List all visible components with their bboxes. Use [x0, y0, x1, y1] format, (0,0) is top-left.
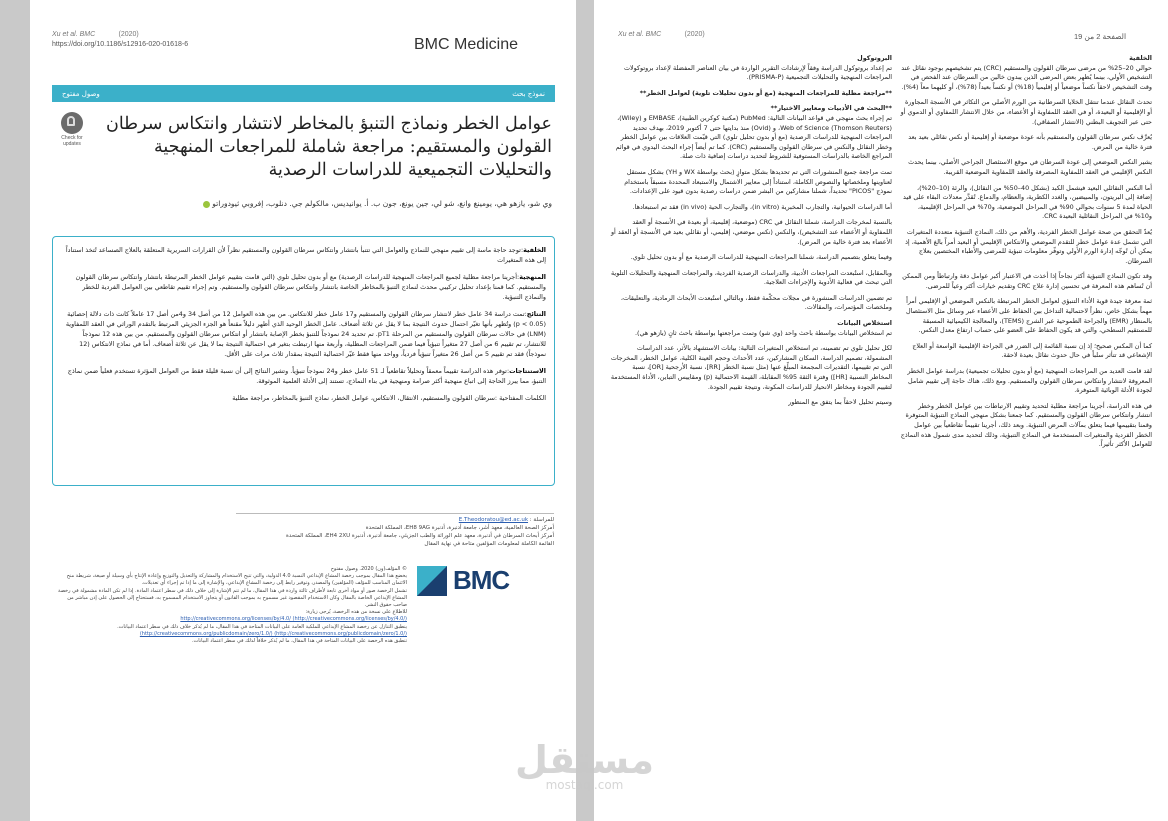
- author-list: وي شو، يازهو هي، يومينغ وانغ، شو لي، جين يونغ، جون ب. أ. يوانيديس، مالكولم جي. دنلوب، إفروبي ثيودوراتو: [52, 199, 552, 208]
- paragraph: تحدث النقائل عندما تنتقل الخلايا السرطانية من الورم الأصلي من التكاثر في الأنسجة المجاورة أو الإقليمية أو البعيدة، أو في العقد اللمفاوية أو الأعضاء، من خلال الانتشار اللمفاوي أو الدموي أو حتى عبر التجويف البطني (الانتشار الصفاقي).: [900, 98, 1152, 126]
- document-page-2: [594, 0, 1168, 821]
- section-heading: البروتوكول: [857, 54, 892, 62]
- check-for-updates-badge[interactable]: Check for updates: [56, 112, 88, 156]
- bookmark-icon: [61, 112, 83, 134]
- page-number: الصفحة 2 من 19: [1074, 32, 1127, 41]
- orcid-icon[interactable]: [203, 201, 210, 208]
- article-type-label: نموذج بحث: [512, 89, 545, 98]
- paragraph: يُعرَّف نكس سرطان القولون والمستقيم بأنه عودة موضعية أو إقليمية أو نكس نقائلي بعيد بعد فترة خالية من المرض.: [908, 133, 1152, 151]
- article-title: عوامل الخطر ونماذج التنبؤ بالمخاطر لانتشار وانتكاس سرطان القولون والمستقيم: مراجعة شاملة للمراجعات المنهجية والتحليلات التجميعية للدراسات الرصدية: [106, 114, 552, 180]
- doi-link[interactable]: https://doi.org/10.1186/s12916-020-01618-6: [52, 41, 189, 48]
- abstract-keywords: الكلمات المفتاحية :سرطان القولون والمستقيم، الانتقال، الانتكاس، عوامل الخطر، نماذج التنبؤ بالمخاطر، مراجعة مظلية: [232, 394, 546, 402]
- paragraph: تم إجراء بحث منهجي في قواعد البيانات التالية: PubMed (مكتبة كوكرين الطبية)، EMBASE و (Wiley)، Web of Science (Thomson Reuters)، و (Ovid) منذ بدايتها حتى 7 أكتوبر 2019، بهدف تحديد المراجعات المنهجية للدراسات الرصدية (مع أو بدون تحليل تلوي) التي قيّمت العلاقات بين عوامل الخطر وخطر النقائل والنكس في سرطان القولون والمستقيم (CRC). كما تم أيضاً إجراء البحث اليدوي في قوائم المراجع الخاصة بالدراسات المستوفية للشروط لتحديد دراسات إضافية ذات صلة.: [615, 113, 892, 161]
- column-left: [610, 48, 892, 414]
- license-link-cc-by[interactable]: http://creativecommons.org/licenses/by/4.0/ (http://creativecommons.org/licenses/by/4.0/): [180, 616, 407, 623]
- article-banner: [52, 85, 555, 102]
- paragraph: يُعدّ التحقق من صحة عوامل الخطر الفردية، والأهم من ذلك، النماذج التنبؤية متعددة المتغيرات التي تشمل عدة عوامل خطر للتقدم الموضعي والانتكاس الإقليمي أو البعيد أمراً بالغ الأهمية، إذ يمكن أن تُوجّه إدارة الورم الأولي وتوفّر معلومات تنبؤية للمرضى والأطباء المختصين بعلاج السرطان.: [905, 227, 1152, 265]
- paragraph: تم تضمين الدراسات المنشورة في مجلات محكّمة فقط، وبالتالي استُبعدت الأبحاث الرمادية، والتعليقات، وملخصات المؤتمرات، والمقالات.: [620, 293, 892, 312]
- abstract-methods: المنهجية:أجرينا مراجعة مظلية لجميع المراجعات المنهجية للدراسات الرصدية) مع أو بدون تحليل تلوي (التي قامت بتقييم عوامل الخطر المرتبطة بانتشار وانتكاس سرطان القولون والمستقيم. كما قمنا بإعداد تحليل تركيبي محدث لنماذج التنبؤ بالمخاطر الخاصة بانتشار وانتكاس سرطان القولون والمستقيم. وتم إجراء تقييم تقاطعي بين العوامل الفردية للخطر والنماذج التنبؤية.: [75, 273, 546, 301]
- paragraph: بالنسبة لمخرجات الدراسة، شملنا النقائل في CRC (موضعية، إقليمية، أو بعيدة في الأنسجة أو العقد اللمفاوية أو الأعضاء عند التشخيص)، والنكس (نكس موضعي، إقليمي، أو نقائلي بعيد في الأنسجة أو العقد أو الأعضاء بعد فترة خالية من المرض).: [610, 218, 892, 246]
- watermark: مستقل mostaql.com: [515, 738, 654, 792]
- bmc-logo-mark: [417, 566, 447, 596]
- paragraph: لكل تحليل تلوي تم تضمينه، تم استخلاص المتغيرات التالية: بيانات الاستشهاد بالأثر، عدد الدراسات المشمولة، تصميم الدراسة، السكان المشاركين، عدد الأحداث وحجم العينة الكلية، عوامل الخطر، المخرجات التي تم تقييمها، التقديرات المجمعة المبلّغ عنها (مثل نسبة الخطر [RR]، نسبة الأرجحية [OR]، نسبة المخاطر النسبية [HR]) وفترة الثقة 95% المقابلة، القيمة الاحتمالية (p) ومقاييس التباين، الأداة المستخدمة لتقييم الجودة ومخاطر الانحياز للدراسات المكونة، ونتيجة تقييم الجودة.: [610, 344, 892, 391]
- section-heading: الخلفية: [1129, 54, 1152, 62]
- correspondence-note: للمراسلة : E.Theodoratou@ed.ac.uk أمركز الصحة العالمية، معهد أشر، جامعة أدنبرة، أدنبرة EH8 9AG، المملكة المتحدة أمركز أبحاث السرطان في أدنبرة، معهد علم الوراثة والطب الجزيئي، جامعة أدنبرة، أدنبرة EH4 2XU، المملكة المتحدة القائمة الكاملة لمعلومات المؤلفين متاحة في نهاية المقال: [236, 513, 554, 548]
- section-heading: **مراجعة مظلية للمراجعات المنهجية (مع أو بدون تحليلات تلوية) لعوامل الخطر**: [639, 88, 892, 97]
- abstract-conclusions: الاستنتاجات:توفر هذه الدراسة تقييماً معمقاً وتحليلاً تقاطعياً لـ 51 عامل خطر و24 نموذجاً تنبؤياً. وتشير النتائج إلى أن نسبة قليلة فقط من العوامل المؤثرة تستخدم فعلياً ضمن نماذج التنبؤ، مما يبرز الحاجة إلى اتباع منهجية أكثر صرامة ومنهجية في بناء النماذج، تستند إلى الأدلة العلمية الموثوقة.: [67, 367, 546, 385]
- license-note: © المؤلف(ون) 2020. وصول مفتوح يخضع هذا المقال بموجب رخصة المشاع الإبداعي النسبة 4.0 الدولية، والتي تتيح الاستخدام والمشاركة والتعديل والتوزيع وإعادة الإنتاج بأي وسيلة أو صيغة، شريطة منح الائتمان المناسب للمؤلف (المؤلفين) والمصدر، وتوفير رابط إلى رخصة المشاع الإبداعي، والإشارة إلى ما إذا تم إجراء أي تعديلات. تشمل الرخصة صور أو مواد أخرى تابعة لأطراف ثالثة واردة في هذا المقال، ما لم تتم الإشارة إلى خلاف ذلك في سطر اعتماد المادة. إذا لم تكن المادة مشمولة في رخصة المشاع الإبداعي الخاصة بالمقال وكان الاستخدام المقصود غير مسموح به بموجب القانون أو يتجاوز الاستخدام المسموح به، فستحتاج إلى الحصول على إذن مباشر من صاحب حقوق النشر. للاطلاع على نسخة من هذه الرخصة، يُرجى زيارة: http://creativecommons.org/licenses/by/4.0/ (http://creativecommons.org/licenses/by/4.0/) ينطبق التنازل عن رخصة المشاع الإبداعي للملكية العامة على البيانات المتاحة في هذا المقال، ما لم يُذكر خلاف ذلك في سطر اعتماد البيانات. (http://creativecommons.org/publicdomain/zero/1.0/) (http://creativecommons.org/publicdomain/zero/1.0/) تنطبق هذه الرخصة على البيانات المتاحة في هذا المقال، ما لم يُذكر خلافاً لذلك في سطر اعتماد البيانات.: [52, 566, 407, 645]
- journal-ref: Xu et al. BMC (2020): [52, 31, 139, 38]
- paragraph: وفيما يتعلق بتصميم الدراسة، شملنا المراجعات المنهجية للدراسات الرصدية مع أو بدون تحليل تلوي.: [630, 253, 892, 262]
- abstract-background: الخلفية:توجد حاجة ماسة إلى تقييم منهجي للنماذج والعوامل التي تتنبأ بانتشار وانتكاس سرطان القولون والمستقيم نظراً لأن القرارات السريرية المتعلقة بالعلاج الصساعد تُتخذ استناداً إلى هذه المتغيرات: [65, 246, 546, 264]
- paragraph: تمت مراجعة جميع المنشورات التي تم تحديدها بشكل متوازٍ (بحث بواسطة WX و YH) بشكل مستقل لعناوينها وملخصاتها والنصوص الكاملة، استناداً إلى معايير الاشتمال والاستبعاد المحددة مسبقاً باستخدام نموذج "PICOS" تحديداً، شملنا مشاركين من البشر ضمن دراسات رصدية بدون قيود على الإعدادات.: [624, 167, 892, 196]
- open-access-label: وصول مفتوح: [62, 89, 100, 98]
- paragraph: وبالمقابل، استُبعدت المراجعات الأدبية، والدراسات الرصدية الفردية، والمراجعات المنهجية والتحليلات التلوية التي تبحث في فعالية الأدوية والإجراءات العلاجية.: [610, 268, 892, 287]
- section-heading: **البحث في الأدبيات ومعايير الاختيار**: [770, 104, 892, 113]
- paragraph: تم استخلاص البيانات بواسطة باحث واحد (وي شو) وتمت مراجعتها بواسطة باحث ثانٍ (يازهو هي).: [634, 328, 892, 337]
- paragraph: وقد تكون النماذج التنبؤية أكثر نجاحاً إذا أخذت في الاعتبار أكبر عوامل دقة وارتباطاً ومن الممكن أن تُساهم هذه المعرفة في تحسين إدارة علاج CRC وتقديم خيارات أكثر وعياً للمرضى.: [902, 272, 1152, 290]
- paragraph: أما الدراسات الحيوانية، والتجارب المخبرية (in vitro)، والتجارب الحية (in vivo) فقد تم استبعادها.: [632, 202, 892, 211]
- paragraph: يشير النكس الموضعي إلى عودة السرطان في موقع الاستئصال الجراحي الأصلي، بينما يحدث النكس الإقليمي في العقد اللمفاوية المصرفة والعقد اللمفاوية الموضعية القريبة.: [908, 158, 1152, 176]
- paragraph: وسيتم تحليل لاحقاً بما يتفق مع المنظور: [788, 398, 892, 407]
- license-link-cc0[interactable]: (http://creativecommons.org/publicdomain/zero/1.0/) (http://creativecommons.org/publicdomain/zero/1.0/): [139, 630, 407, 637]
- section-heading: استخلاص البيانات: [837, 319, 892, 328]
- journal-brand: BMC Medicine: [414, 36, 519, 53]
- bmc-logo: BMC: [417, 565, 509, 596]
- journal-ref: Xu et al. BMC (2020): [618, 31, 705, 38]
- correspondence-email[interactable]: E.Theodoratou@ed.ac.uk: [458, 517, 529, 523]
- column-right: [900, 48, 1152, 456]
- paragraph: لقد قامت العديد من المراجعات المنهجية (مع أو بدون تحليلات تجميعية) بدراسة عوامل الخطر المعروفة لانتشار وانتكاس سرطان القولون والمستقيم. ومع ذلك، هناك حاجة إلى تقييم شامل لجودة الأدلة الوبائية المتوفرة.: [907, 367, 1152, 395]
- paragraph: كما أن المكس صحيح؛ إذ إن نسبة القائمة إلى الضرر في الجراحة الإقليمية الواسعة أو العلاج الإشعاعي قد تتأثر سلباً في حال حدوث نقائل بعيدة لاحقة.: [912, 341, 1152, 360]
- paragraph: ثمة معرفة جيدة قوية الأداء التنبؤي لعوامل الخطر المرتبطة بالنكس الموضعي أو الإقليمي أمراً مهماً بشكل خاص، نظراً لاحتمالية التداخل بين الحفاظ على الأعضاء عبر وسائل مثل الاستئصال بالمنظار (EMR) والجراحة الطموحية عبر الشرج (TEMS)، والمعالجة الكيميائية المسبقة للمستقيم السطحي، والتي قد يكون الحفاظ على العضو على حساب ارتفاع معدل النكس.: [905, 297, 1152, 335]
- document-page-1: [30, 0, 576, 821]
- paragraph: حوالي 20–25% من مرضى سرطان القولون والمستقيم (CRC) يتم تشخيصهم بوجود نقائل عند التشخيص الأولي، بينما يُظهر بعض المرضى الذين يبدون خالين من السرطان عند الفحص في وقت التشخيص لاحقاً نكساً موضعياً أو إقليمياً (18%) أو نكساً بعيداً (78%)، أو كليهما معاً (4%).: [901, 63, 1152, 91]
- paragraph: في هذه الدراسة، أجرينا مراجعة مظلية لتحديد وتقييم الارتباطات بين عوامل الخطر وخطر انتشار وانتكاس سرطان القولون والمستقيم. كما جمعنا بشكل منهجي النماذج التنبؤية المتوفرة وقمنا بتقييمها فيما يتعلق بمآلات المرض التنبؤية. وبعد ذلك، أجرينا تقييماً تقاطعياً بين عوامل الخطر الفردية والمتغيرات المستخدمة في النماذج التنبؤية، وذلك لتحديد مدى شمول هذه النماذج للعوامل الأكثر تأثيراً.: [900, 401, 1152, 449]
- paragraph: تم إعداد بروتوكول الدراسة وفقاً لإرشادات التقرير الواردة في بيان العناصر المفضلة لإعداد بروتوكولات المراجعات المنهجية والتحليلات التجميعية (PRISMA-P).: [624, 63, 892, 82]
- abstract-box: [52, 236, 555, 486]
- abstract-results: النتائج:تمت دراسة 34 عامل خطر لانتشار سرطان القولون والمستقيم و17 عامل خطر للانتكاس. من بين هذه العوامل 12 من أصل 34 و4من أصل 17 عاملاً كانت ذات دلالة إحصائية (p < 0.05) وتُظهر بأنها تغيّر احتمال حدوث النتيجة بما لا يقل عن ثلاثة أضعاف. عامل الخطر الوحيد الذي أظهر دليلاً مقنعاً هو الجزء الجزيئي المرتبط بالتقدم الوراثي في العقد اللمفاوية (LNM) في حالات سرطان القولون والمستقيم من المرحلة pT1. تم تحديد 24 نموذجاً للتنبؤ بخطر الإصابة بانتشار أو انتكاس سرطان القولون والمستقيم. من بين هذه 12 نموذجاً للانتشار، تم تقييم 6 من أصل 27 متغيراً تنبؤياً فيما ضمن المراجعات المظلية، وأربعة منها ارتبطت بتغير في احتمالية النتيجة بما لا يقل عن ثلاثة أضعاف. أما في نماذج الانتكاس (12 نموذجاً) فقد تم تقييم 5 من أصل 26 متغيراً تنبؤياً فردياً، وواحد منها فقط غيّر احتمالية النتيجة بمقدار ثلاث مرات على الأقل.: [65, 310, 546, 358]
- paragraph: أما النكس النقائلي البعيد فيشمل الكبد (بشكل 40–50% من النقائل)، والرئة (10–20%)، إضافة إلى البريتون، والمبيضين، والغدد الكظرية، والعظام، والدماغ. تُقدَّر معدلات البقاء على قيد الحياة لمدة 5 سنوات بحوالي 90% في المراحل الموضعية، و70% في المراحل الإقليمية، و10% في المراحل النقائلية البعيدة CRC.: [902, 183, 1152, 221]
